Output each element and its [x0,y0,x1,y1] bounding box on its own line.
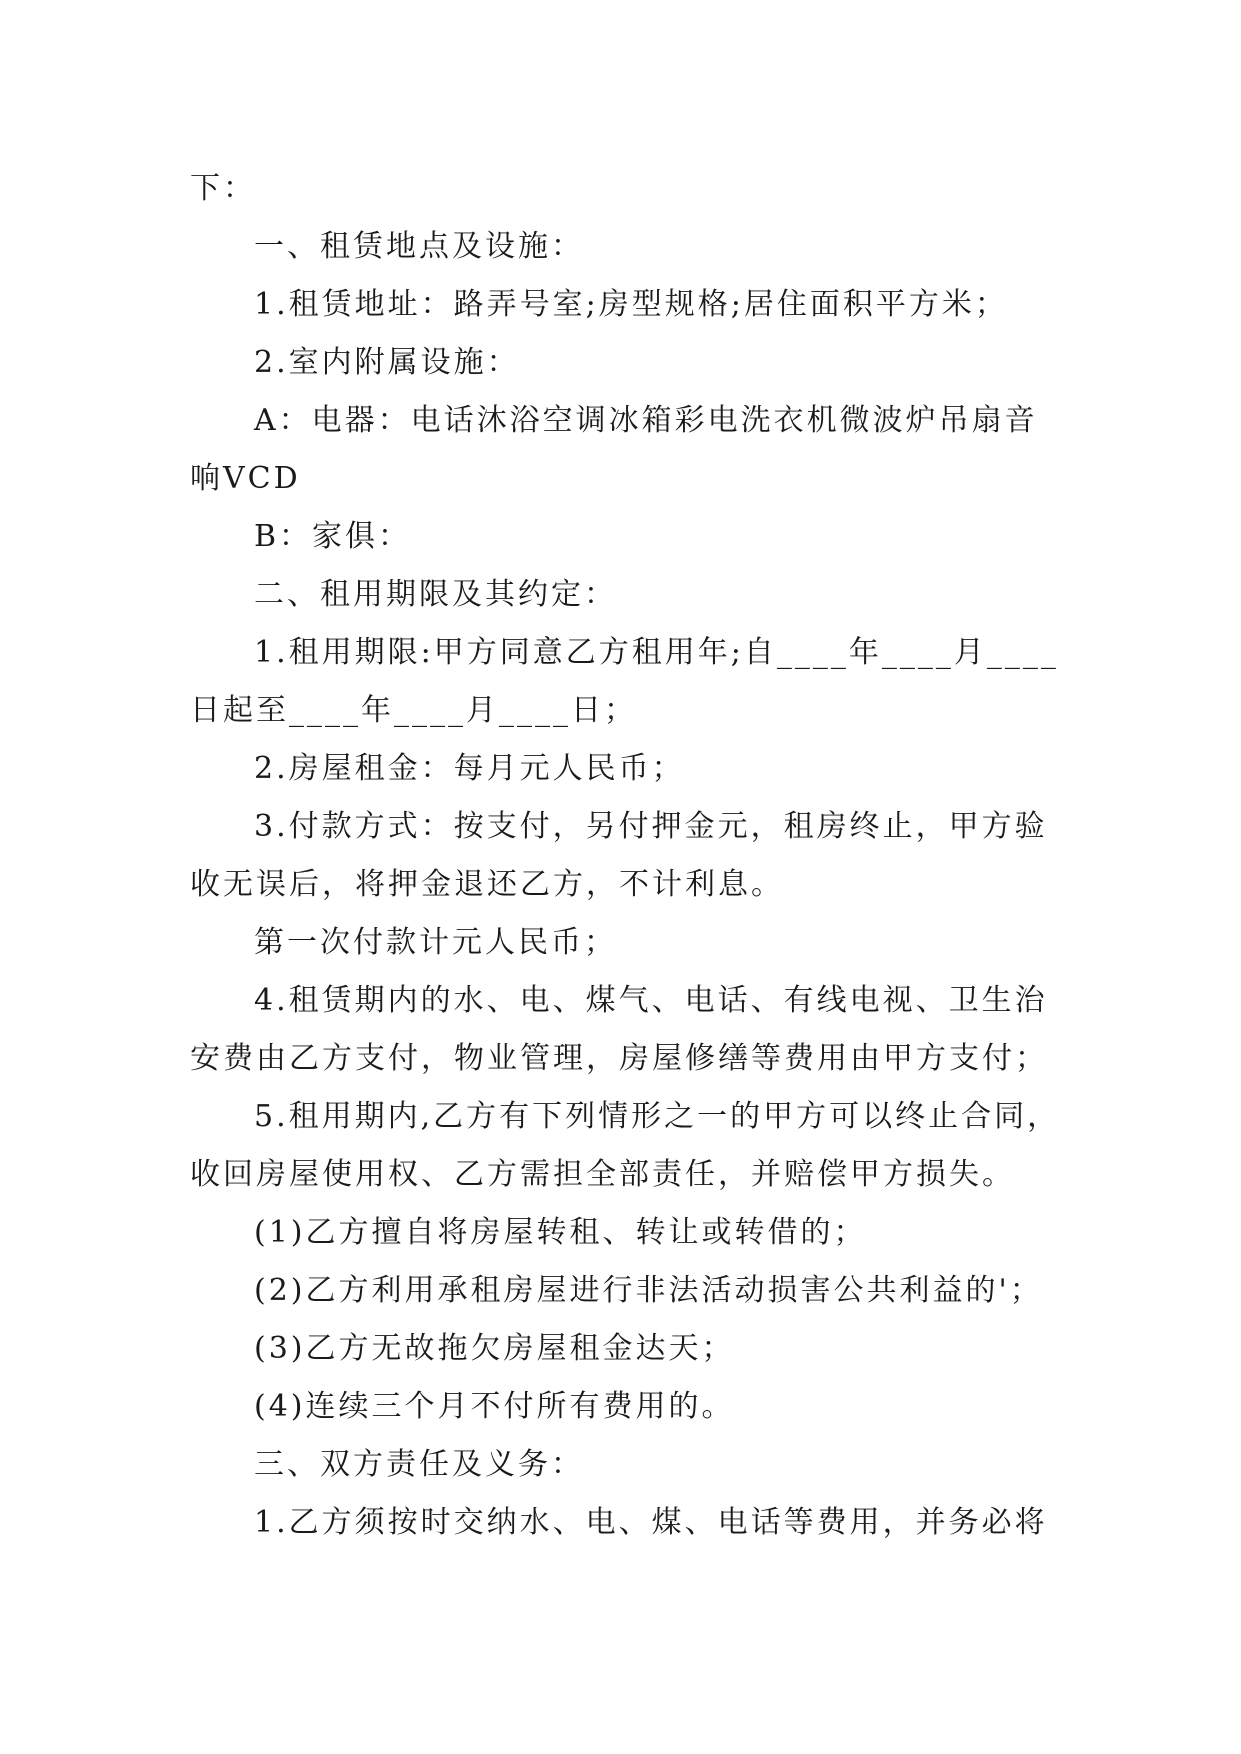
text-line: (2)乙方利用承租房屋进行非法活动损害公共利益的'； [254,1273,1043,1308]
section-heading-lease-term: 二、租用期限及其约定： [254,577,617,612]
text-line: 日起至____年____月____日； [190,693,637,728]
text-line: B：家俱： [254,519,412,554]
text-line: 4.租赁期内的水、电、煤气、电话、有线电视、卫生治 [254,983,1048,1018]
text-line: 1.租赁地址：路弄号室;房型规格;居住面积平方米； [254,287,1008,322]
document-body [190,160,1061,1552]
text-line: 1.租用期限:甲方同意乙方租用年;自____年____月____ [254,635,1059,670]
text-line: 2.房屋租金：每月元人民币； [254,751,685,786]
text-line: 3.付款方式：按支付，另付押金元，租房终止，甲方验 [254,809,1048,844]
text-line: A：电器：电话沐浴空调冰箱彩电洗衣机微波炉吊扇音 [254,403,1038,438]
text-line: (4)连续三个月不付所有费用的。 [254,1389,735,1424]
text-line: (1)乙方擅自将房屋转租、转让或转借的； [254,1215,867,1250]
section-heading-responsibilities: 三、双方责任及义务： [254,1447,584,1482]
section-heading-lease-location: 一、租赁地点及设施： [254,229,584,264]
text-line: 2.室内附属设施： [254,345,520,380]
text-line: 第一次付款计元人民币； [254,925,617,960]
text-line: 5.租用期内,乙方有下列情形之一的甲方可以终止合同， [254,1099,1061,1134]
text-line: 响VCD [190,461,301,496]
text-line: (3)乙方无故拖欠房屋租金达天； [254,1331,735,1366]
text-line: 收回房屋使用权、乙方需担全部责任，并赔偿甲方损失。 [190,1157,1015,1192]
text-line: 1.乙方须按时交纳水、电、煤、电话等费用，并务必将 [254,1505,1048,1540]
text-line: 收无误后，将押金退还乙方，不计利息。 [190,867,784,902]
text-line: 下： [190,171,256,206]
text-line: 安费由乙方支付，物业管理，房屋修缮等费用由甲方支付； [190,1041,1048,1076]
